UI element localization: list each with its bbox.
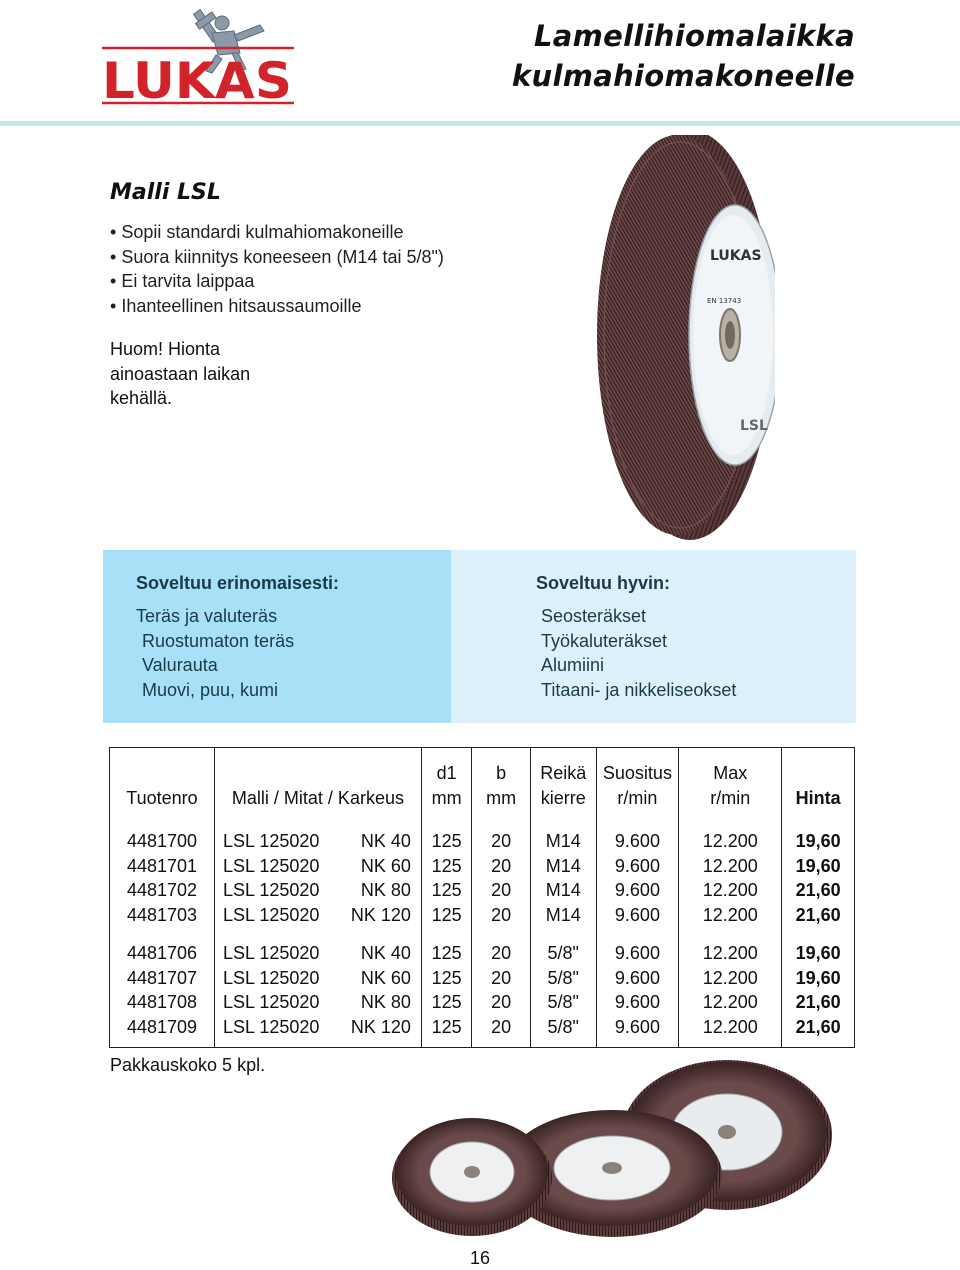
cell-d1: 125 [421, 966, 471, 991]
grit: NK 80 [360, 992, 411, 1012]
cell-b: 20 [472, 990, 531, 1015]
cell-hole: M14 [530, 878, 596, 903]
title-line-2: kulmahiomakoneelle [511, 59, 855, 93]
title-line-1: Lamellihiomalaikka [533, 19, 855, 53]
cell-b: 20 [472, 1015, 531, 1048]
header-b: b mm [472, 748, 531, 818]
model-name: LSL 125020 [222, 1016, 320, 1037]
grit: NK 40 [360, 831, 411, 851]
cell-b: 20 [472, 927, 531, 966]
header-max: Max r/min [679, 748, 782, 818]
material-item: Valurauta [142, 655, 218, 675]
cell-model [214, 903, 421, 928]
cell-max-rpm: 12.200 [679, 990, 782, 1015]
cell-price: 19,60 [782, 966, 855, 991]
cell-max-rpm: 12.200 [679, 854, 782, 879]
header-d1: d1 mm [421, 748, 471, 818]
grit: NK 60 [360, 967, 411, 988]
page-number: 16 [470, 1248, 491, 1268]
cell-code: 4481701 [110, 854, 215, 879]
cell-price: 21,60 [782, 1015, 855, 1048]
excellent-list [136, 604, 294, 702]
cell-b: 20 [472, 966, 531, 991]
grit: NK 60 [360, 855, 411, 876]
model-name: LSL 125020 [222, 943, 320, 963]
cell-recommended-rpm: 9.600 [596, 854, 679, 879]
cell-hole: 5/8" [530, 990, 596, 1015]
wheel-code-label: EN 13743 [707, 297, 742, 305]
cell-d1: 125 [421, 990, 471, 1015]
cell-price: 21,60 [782, 878, 855, 903]
cell-recommended-rpm: 9.600 [596, 1015, 679, 1048]
cell-model [214, 927, 421, 966]
cell-price: 19,60 [782, 817, 855, 854]
header-code: Tuotenro [110, 748, 215, 818]
suitability-box [103, 550, 856, 723]
cell-code: 4481702 [110, 878, 215, 903]
cell-max-rpm: 12.200 [679, 878, 782, 903]
feature-item: • Ihanteellinen hitsaussaumoille [110, 294, 444, 319]
cell-recommended-rpm: 9.600 [596, 927, 679, 966]
page-title [512, 16, 855, 96]
cell-d1: 125 [421, 854, 471, 879]
cell-hole: 5/8" [530, 927, 596, 966]
cell-d1: 125 [421, 927, 471, 966]
cell-recommended-rpm: 9.600 [596, 966, 679, 991]
cell-code: 4481709 [110, 1015, 215, 1048]
note-line: kehällä. [110, 388, 173, 408]
model-name: LSL 125020 [222, 855, 320, 876]
material-item: Muovi, puu, kumi [142, 679, 279, 700]
material-item: Työkaluteräkset [541, 630, 668, 651]
grit: NK 120 [350, 904, 411, 925]
model-name: LSL 125020 [222, 904, 320, 925]
cell-hole: M14 [530, 903, 596, 928]
cell-model [214, 878, 421, 903]
material-item: Alumiini [541, 655, 605, 675]
table-row [110, 1015, 855, 1048]
wheel-brand-label: LUKAS [710, 248, 762, 264]
cell-code: 4481703 [110, 903, 215, 928]
material-item: Ruostumaton teräs [142, 630, 295, 651]
grit: NK 40 [360, 943, 411, 963]
cell-hole: 5/8" [530, 1015, 596, 1048]
cell-code: 4481706 [110, 927, 215, 966]
cell-hole: 5/8" [530, 966, 596, 991]
cell-model [214, 966, 421, 991]
cell-max-rpm: 12.200 [679, 1015, 782, 1048]
feature-item: • Ei tarvita laippaa [110, 269, 444, 294]
feature-item: • Suora kiinnitys koneeseen (M14 tai 5/8") [110, 245, 444, 270]
table-row [110, 903, 855, 928]
cell-model [214, 1015, 421, 1048]
lukas-logo [100, 5, 300, 105]
grit: NK 80 [360, 880, 411, 900]
cell-d1: 125 [421, 1015, 471, 1048]
wheel-type-label: LSL [740, 418, 768, 434]
logo-text: LUKAS [102, 52, 292, 105]
good-heading: Soveltuu hyvin: [536, 573, 671, 593]
cell-recommended-rpm: 9.600 [596, 990, 679, 1015]
cell-recommended-rpm: 9.600 [596, 878, 679, 903]
feature-list [110, 220, 444, 318]
cell-d1: 125 [421, 878, 471, 903]
cell-price: 19,60 [782, 854, 855, 879]
excellent-heading: Soveltuu erinomaisesti: [136, 573, 340, 593]
cell-price: 21,60 [782, 903, 855, 928]
cell-d1: 125 [421, 903, 471, 928]
cell-price: 19,60 [782, 927, 855, 966]
flap-wheel-image [585, 135, 775, 545]
cell-max-rpm: 12.200 [679, 927, 782, 966]
note-line: ainoastaan laikan [110, 363, 251, 384]
cell-b: 20 [472, 817, 531, 854]
suitability-excellent [103, 550, 451, 723]
table-row [110, 990, 855, 1015]
cell-b: 20 [472, 903, 531, 928]
material-item: Seosteräkset [541, 606, 647, 626]
material-item: Titaani- ja nikkeliseokset [541, 679, 737, 700]
cell-model [214, 990, 421, 1015]
table-row [110, 927, 855, 966]
cell-code: 4481707 [110, 966, 215, 991]
cell-max-rpm: 12.200 [679, 966, 782, 991]
cell-price: 21,60 [782, 990, 855, 1015]
header-model: Malli / Mitat / Karkeus [214, 748, 421, 818]
cell-max-rpm: 12.200 [679, 817, 782, 854]
table-row [110, 817, 855, 854]
grit: NK 120 [350, 1016, 411, 1037]
header-hole: Reikä kierre [530, 748, 596, 818]
model-name: LSL 125020 [222, 992, 320, 1012]
model-name: LSL 125020 [222, 880, 320, 900]
material-item: Teräs ja valuteräs [136, 606, 278, 626]
feature-item: • Sopii standardi kulmahiomakoneille [110, 220, 444, 245]
model-name: LSL 125020 [222, 967, 320, 988]
cell-b: 20 [472, 854, 531, 879]
good-list [541, 604, 736, 702]
header-price: Hinta [782, 748, 855, 818]
cell-recommended-rpm: 9.600 [596, 903, 679, 928]
cell-b: 20 [472, 878, 531, 903]
packaging-note: Pakkauskoko 5 kpl. [110, 1055, 266, 1075]
header-recommended: Suositus r/min [596, 748, 679, 818]
product-table [109, 747, 855, 1048]
flap-wheels-image [392, 1060, 832, 1240]
cell-d1: 125 [421, 817, 471, 854]
cell-code: 4481700 [110, 817, 215, 854]
cell-recommended-rpm: 9.600 [596, 817, 679, 854]
note-line: Huom! Hionta [110, 339, 221, 359]
cell-model [214, 854, 421, 879]
model-name: LSL 125020 [222, 831, 320, 851]
table-header-row [110, 748, 855, 818]
model-heading: Malli LSL [110, 180, 221, 205]
header-rule [0, 121, 960, 126]
cell-max-rpm: 12.200 [679, 903, 782, 928]
cell-hole: M14 [530, 817, 596, 854]
table-row [110, 966, 855, 991]
cell-hole: M14 [530, 854, 596, 879]
table-row [110, 878, 855, 903]
table-row [110, 854, 855, 879]
suitability-good [451, 550, 856, 723]
usage-note [110, 337, 350, 411]
cell-model [214, 817, 421, 854]
cell-code: 4481708 [110, 990, 215, 1015]
